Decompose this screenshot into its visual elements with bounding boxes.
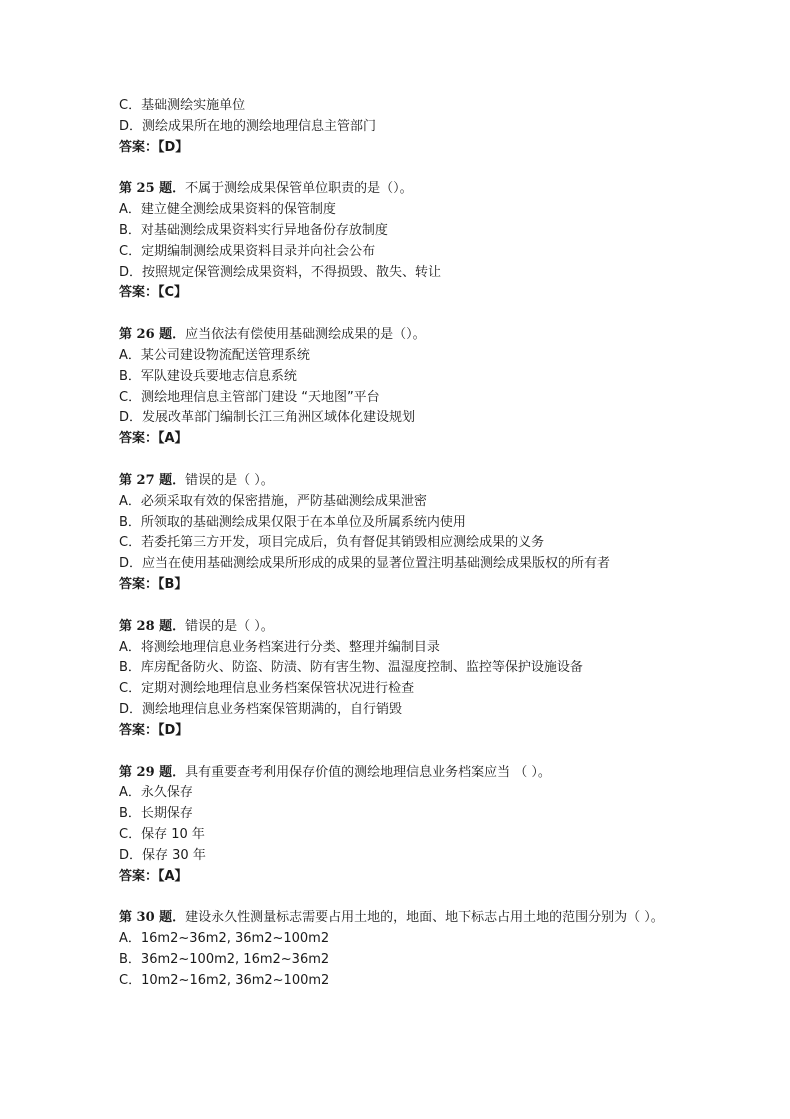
question-title [119,908,679,929]
option-a: A．永久保存 [119,785,193,801]
answer-line: 答案：【B】 [119,576,188,592]
question-text: 应当依法有偿使用基础测绘成果的是（）。 [185,327,426,343]
question-27 [119,471,679,596]
question-text: 错误的是（ ）。 [185,618,274,634]
option-c: C．基础测绘实施单位 [119,98,246,113]
question-title [119,325,679,346]
option-d: D．测绘成果所在地的测绘地理信息主管部门 [119,118,377,134]
answer-line: 答案：【C】 [119,285,188,301]
option-a: A．16m2~36m2, 36m2~100m2 [119,931,330,947]
question-title [119,617,679,638]
question-text: 建设永久性测量标志需要占用土地的，地面、地下标志占用土地的范围分别为（ ）。 [185,910,664,926]
question-number: 第 26 题． [119,327,186,343]
option-a: A．某公司建设物流配送管理系统 [119,347,310,363]
answer-line: 答案：【D】 [119,139,189,155]
question-text: 错误的是（ ）。 [185,472,274,488]
answer-line: 答案：【A】 [119,431,188,447]
option-c: C．测绘地理信息主管部门建设 “天地图”平台 [119,389,380,405]
question-title [119,179,679,200]
answer-line: 答案：【A】 [119,868,188,884]
question-29 [119,763,679,888]
option-c: C．若委托第三方开发，项目完成后，负有督促其销毁相应测绘成果的义务 [119,535,545,551]
option-c: C．10m2~16m2, 36m2~100m2 [119,972,330,988]
option-c: C．定期对测绘地理信息业务档案保管状况进行检查 [119,681,415,697]
question-number: 第 25 题． [119,181,186,197]
option-b: B．36m2~100m2, 16m2~36m2 [119,951,330,967]
question-title [119,471,679,492]
option-c: C．保存 10 年 [119,826,205,842]
option-d: D．发展改革部门编制长江三角洲区域体化建设规划 [119,410,416,426]
question-25 [119,179,679,304]
option-b: B．库房配备防火、防盗、防渍、防有害生物、温湿度控制、监控等保护设施设备 [119,660,583,676]
option-d: D．保存 30 年 [119,847,206,863]
option-b: B．军队建设兵要地志信息系统 [119,368,297,384]
answer-line: 答案：【D】 [119,722,189,738]
question-number: 第 28 题． [119,618,186,634]
option-a: A．必须采取有效的保密措施，严防基础测绘成果泄密 [119,493,427,509]
document-page [119,96,679,991]
option-d: D．应当在使用基础测绘成果所形成的成果的显著位置注明基础测绘成果版权的所有者 [119,556,611,572]
option-a: A．将测绘地理信息业务档案进行分类、整理并编制目录 [119,639,440,655]
question-number: 第 30 题． [119,910,186,926]
option-b: B．所领取的基础测绘成果仅限于在本单位及所属系统内使用 [119,514,466,530]
option-a: A．建立健全测绘成果资料的保管制度 [119,202,336,218]
option-d: D．测绘地理信息业务档案保管期满的，自行销毁 [119,701,403,717]
question-28 [119,617,679,742]
question-number: 第 29 题． [119,764,186,780]
option-b: B．对基础测绘成果资料实行异地备份存放制度 [119,222,388,238]
option-d: D．按照规定保管测绘成果资料，不得损毁、散失、转让 [119,264,442,280]
question-30 [119,908,679,991]
question-text: 具有重要查考利用保存价值的测绘地理信息业务档案应当 （ ）。 [185,764,551,780]
question-number: 第 27 题． [119,472,186,488]
question-26 [119,325,679,450]
option-c: C．定期编制测绘成果资料目录并向社会公布 [119,243,376,259]
continued-question [119,96,679,158]
question-text: 不属于测绘成果保管单位职责的是（）。 [185,181,413,197]
question-title [119,763,679,784]
option-b: B．长期保存 [119,806,193,822]
